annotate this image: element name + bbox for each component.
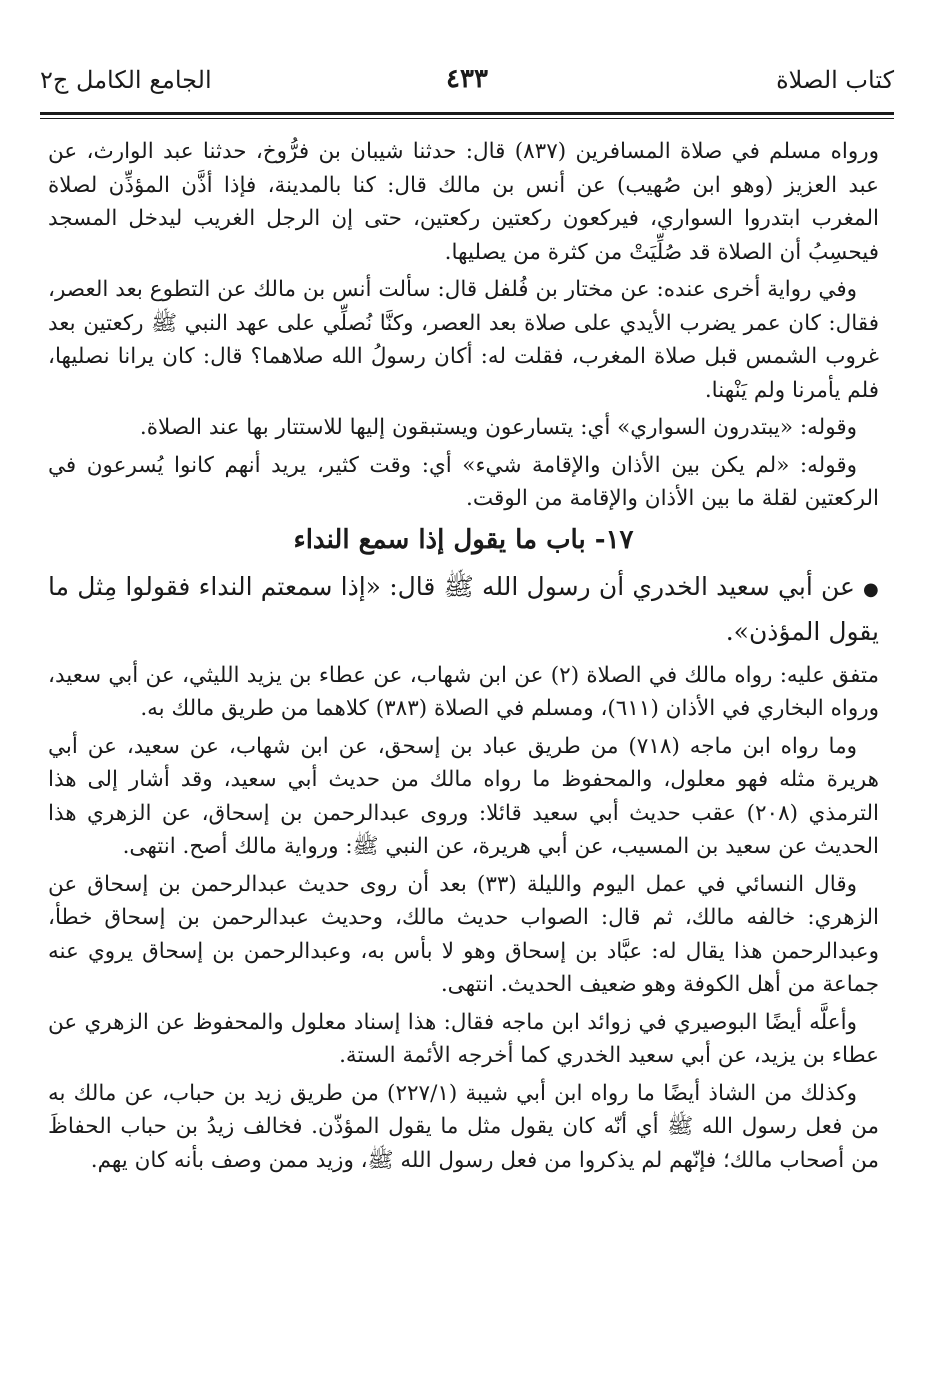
page-body [48,135,879,1181]
page-number: ٤٣٣ [446,64,488,94]
paragraph: وقوله: «يبتدرون السواري» أي: يتسارعون ويستبقون إليها للاستتار بها عند الصلاة. [139,415,857,440]
hadith-text [48,566,879,653]
header-rule-thick [40,112,894,115]
paragraph: وقال النسائي في عمل اليوم والليلة (٣٣) بعد أن روى حديث عبدالرحمن بن إسحاق عن الزهري: خالفه مالك، ثم قال: الصواب حديث مالك، وحديث عبدالرحمن بن إسحاق خطأ، وعبدالرحمن هذا يقال له: عبَّاد بن إسحاق وهو لا بأس به، وعبدالرحمن بن إسحاق يروي عنه جماعة من أهل الكوفة وهو ضعيف الحديث. انتهى. [48,871,879,997]
section-heading: ١٧- باب ما يقول إذا سمع النداء [293,524,634,555]
paragraph: ورواه مسلم في صلاة المسافرين (٨٣٧) قال: حدثنا شيبان بن فرُّوخ، حدثنا عبد الوارث، عن عبد العزيز (وهو ابن صُهيب) عن أنس بن مالك قال: كنا بالمدينة، فإذا أذَّن المؤذِّن لصلاة المغرب ابتدروا السواري، فيركعون ركعتين ركعتين، حتى إن الرجل الغريب ليدخل المسجد فيحسِبُ أن الصلاة قد صُلِّيَتْ من كثرة من يصليها. [48,139,879,265]
paragraph: وكذلك من الشاذ أيضًا ما رواه ابن أبي شيبة (٢٢٧/١) من طريق زيد بن حباب، عن مالك به من فعل رسول الله ﷺ أي أنّه كان يقول مثل ما يقول المؤذّن. فخالف زيدُ بن حباب الحفاظَ من أصحاب مالك؛ فإنّهم لم يذكروا من فعل رسول الله ﷺ، وزيد ممن وصف بأنه كان يهم. [48,1080,879,1173]
bullet-icon: ● [862,578,879,600]
page-header [40,58,894,116]
header-rule-thin [40,118,894,119]
paragraph: متفق عليه: رواه مالك في الصلاة (٢) عن ابن شهاب، عن عطاء بن يزيد الليثي، عن أبي سعيد، ورواه البخاري في الأذان (٦١١)، ومسلم في الصلاة (٣٨٣) كلاهما من طريق مالك به. [48,662,879,721]
paragraph: وفي رواية أخرى عنده: عن مختار بن فُلفل قال: سألت أنس بن مالك عن التطوع بعد العصر، فقال: كان عمر يضرب الأيدي على صلاة بعد العصر، وكنَّا نُصلِّي على عهد النبي ﷺ ركعتين بعد غروب الشمس قبل صلاة المغرب، فقلت له: أكان رسولُ الله صلاهما؟ قال: كان يرانا نصليها، فلم يأمرنا ولم يَنْهنا. [48,277,879,403]
hadith-body: عن أبي سعيد الخدري أن رسول الله ﷺ قال: «إذا سمعتم النداء فقولوا مِثل ما يقول المؤذن». [48,571,879,646]
running-title-left: الجامع الكامل ج٢ [40,66,212,94]
paragraph: وما رواه ابن ماجه (٧١٨) من طريق عباد بن إسحق، عن ابن شهاب، عن سعيد، عن أبي هريرة مثله فهو معلول، والمحفوظ ما رواه مالك من حديث أبي سعيد، وقد أشار إلى هذا الترمذي (٢٠٨) عقب حديث أبي سعيد قائلا: وروى عبدالرحمن بن إسحاق، عن الزهري هذا الحديث عن سعيد بن المسيب، عن أبي هريرة، عن النبي ﷺ: ورواية مالك أصح. انتهى. [48,733,879,859]
running-title-right: كتاب الصلاة [776,66,894,94]
paragraph: وأعلَّه أيضًا البوصيري في زوائد ابن ماجه فقال: هذا إسناد معلول والمحفوظ عن الزهري عن عطاء بن يزيد، عن أبي سعيد الخدري كما أخرجه الأئمة الستة. [48,1009,879,1068]
paragraph: وقوله: «لم يكن بين الأذان والإقامة شيء» أي: وقت كثير، يريد أنهم كانوا يُسرعون في الركعتين لقلة ما بين الأذان والإقامة من الوقت. [48,452,879,511]
